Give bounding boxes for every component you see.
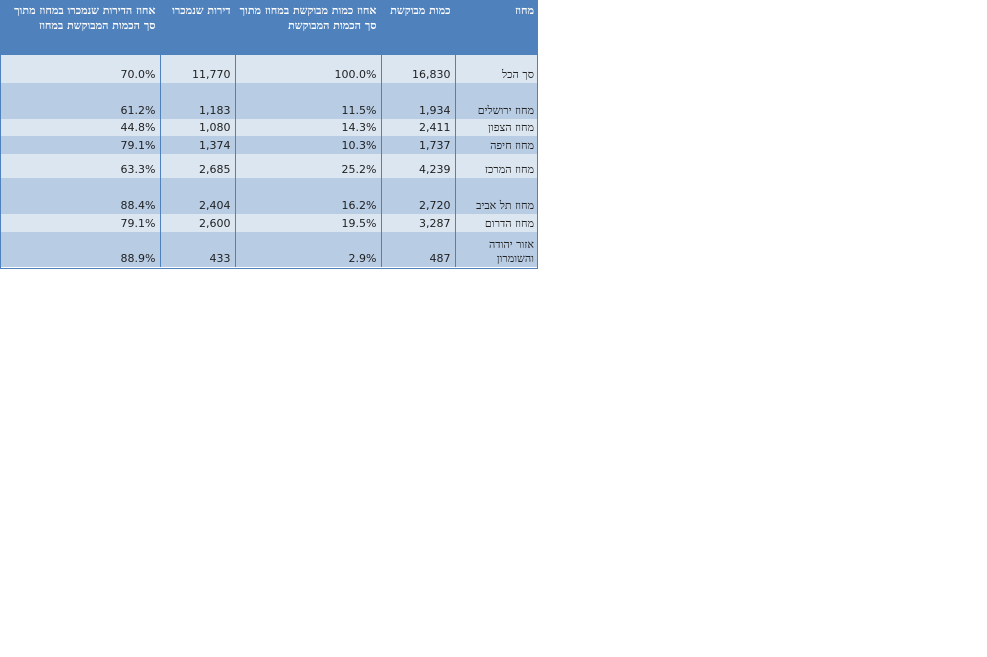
regions-table xyxy=(0,0,538,267)
cell-region: מחוז ירושלים xyxy=(455,83,538,119)
cell-pct-demand: 11.5% xyxy=(235,83,381,119)
table-row xyxy=(0,83,538,119)
cell-region: מחוז הצפון xyxy=(455,119,538,136)
cell-demand: 1,737 xyxy=(381,136,455,154)
cell-pct-demand: 14.3% xyxy=(235,119,381,136)
header-pct-sold: אחוז הדירות שנמכרו במחוז מתוך סך הכמות המבוקשת במחוז xyxy=(0,0,160,55)
header-row xyxy=(0,0,538,55)
cell-pct-sold: 88.9% xyxy=(0,232,160,267)
header-demand: כמות מבוקשת xyxy=(381,0,455,55)
cell-pct-demand: 25.2% xyxy=(235,154,381,178)
cell-sold: 11,770 xyxy=(160,55,235,83)
table-row xyxy=(0,232,538,267)
table-row xyxy=(0,214,538,232)
cell-pct-demand: 19.5% xyxy=(235,214,381,232)
table-row xyxy=(0,136,538,154)
cell-demand: 16,830 xyxy=(381,55,455,83)
header-region: מחוז xyxy=(455,0,538,55)
cell-demand: 3,287 xyxy=(381,214,455,232)
cell-region: מחוז חיפה xyxy=(455,136,538,154)
table-row xyxy=(0,119,538,136)
cell-sold: 2,685 xyxy=(160,154,235,178)
cell-sold: 1,374 xyxy=(160,136,235,154)
cell-pct-sold: 79.1% xyxy=(0,214,160,232)
cell-pct-sold: 63.3% xyxy=(0,154,160,178)
cell-sold: 2,600 xyxy=(160,214,235,232)
cell-pct-demand: 10.3% xyxy=(235,136,381,154)
cell-pct-sold: 79.1% xyxy=(0,136,160,154)
cell-pct-demand: 2.9% xyxy=(235,232,381,267)
cell-region: מחוז הדרום xyxy=(455,214,538,232)
cell-pct-sold: 88.4% xyxy=(0,178,160,214)
cell-demand: 4,239 xyxy=(381,154,455,178)
cell-demand: 1,934 xyxy=(381,83,455,119)
cell-region: מחוז המרכז xyxy=(455,154,538,178)
cell-demand: 2,720 xyxy=(381,178,455,214)
cell-pct-sold: 70.0% xyxy=(0,55,160,83)
header-sold: דירות שנמכרו xyxy=(160,0,235,55)
cell-region: סך הכל xyxy=(455,55,538,83)
spreadsheet-table xyxy=(0,0,538,269)
cell-demand: 487 xyxy=(381,232,455,267)
header-pct-demand: אחוז כמות מבוקשת במחוז מתוך סך הכמות המבוקשת xyxy=(235,0,381,55)
cell-pct-sold: 61.2% xyxy=(0,83,160,119)
table-row xyxy=(0,154,538,178)
cell-region: מחוז תל אביב xyxy=(455,178,538,214)
cell-pct-demand: 100.0% xyxy=(235,55,381,83)
cell-sold: 2,404 xyxy=(160,178,235,214)
table-row xyxy=(0,55,538,83)
cell-pct-demand: 16.2% xyxy=(235,178,381,214)
cell-sold: 1,183 xyxy=(160,83,235,119)
cell-sold: 433 xyxy=(160,232,235,267)
cell-demand: 2,411 xyxy=(381,119,455,136)
cell-sold: 1,080 xyxy=(160,119,235,136)
table-row xyxy=(0,178,538,214)
cell-pct-sold: 44.8% xyxy=(0,119,160,136)
cell-region: אזור יהודה והשומרון xyxy=(455,232,538,267)
